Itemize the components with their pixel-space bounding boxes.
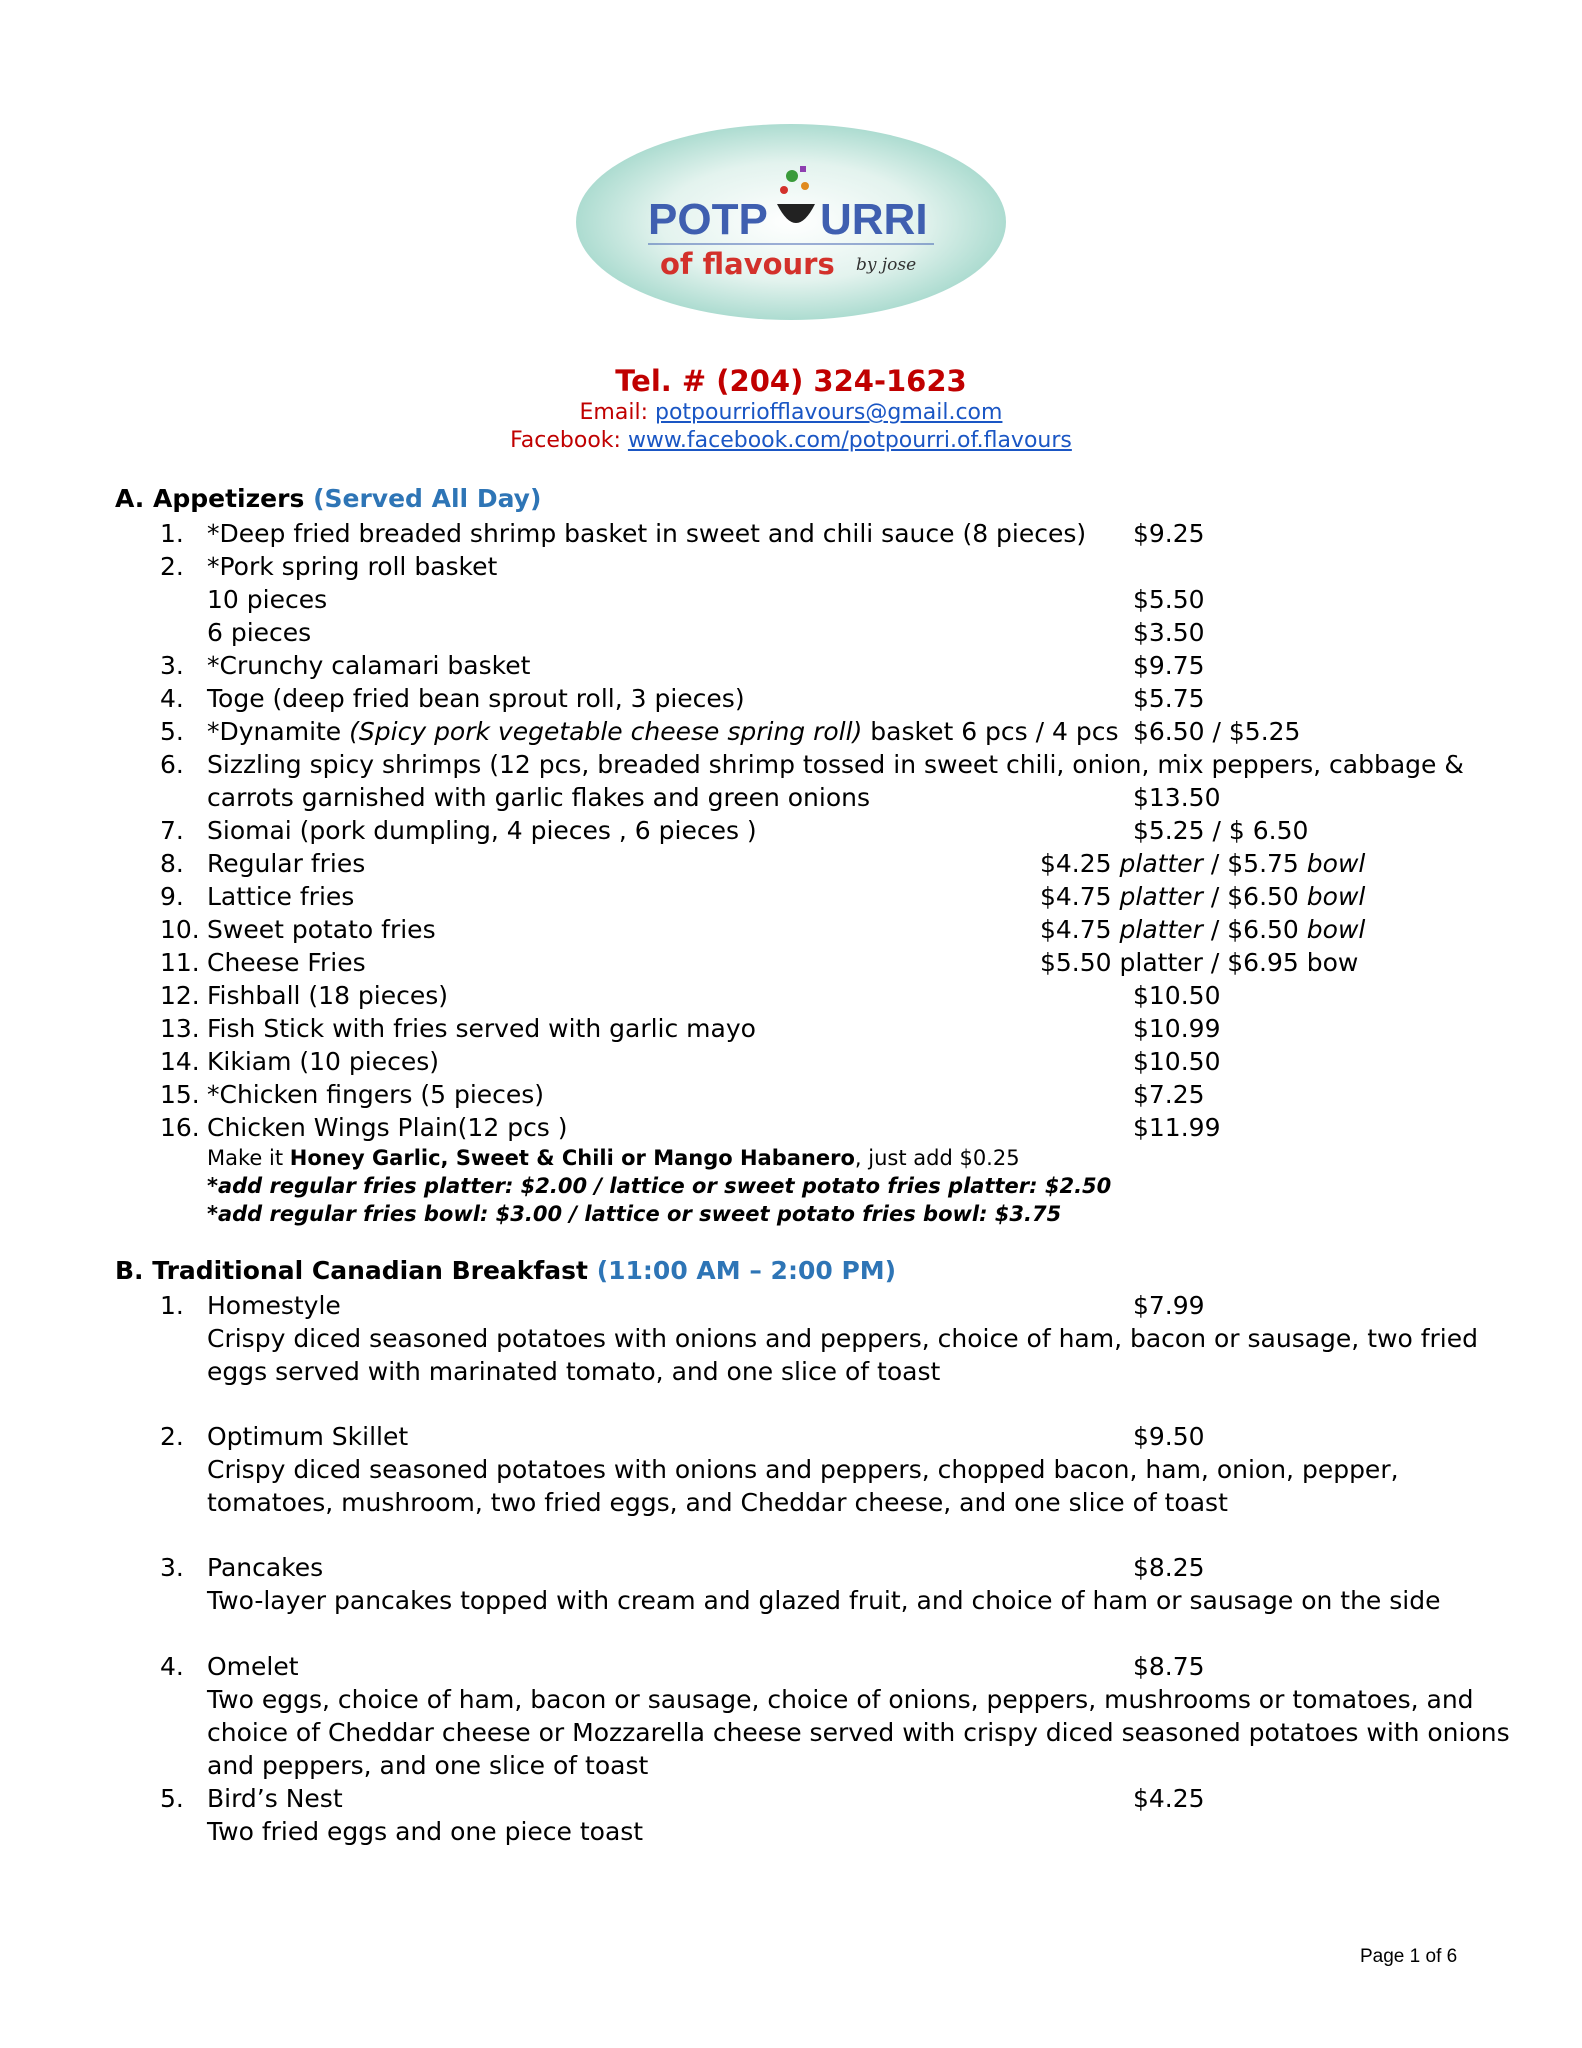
item-number: 15. xyxy=(160,1080,200,1109)
price-part: $4.75 xyxy=(1040,882,1120,911)
price-part: $4.75 xyxy=(1040,915,1120,944)
item-number: 16. xyxy=(160,1113,200,1142)
item-number: 2. xyxy=(160,1422,184,1451)
item-price: $7.99 xyxy=(1133,1291,1205,1320)
menu-item xyxy=(0,1111,1582,1144)
menu-item xyxy=(0,1420,1582,1453)
price-unit: bowl xyxy=(1306,849,1366,878)
item-number: 14. xyxy=(160,1047,200,1076)
menu-item xyxy=(0,847,1582,880)
item-price xyxy=(1040,913,1365,946)
item-desc: *Chicken fingers (5 pieces) xyxy=(207,1080,545,1109)
email-line xyxy=(0,400,1582,425)
wings-flavour-note xyxy=(207,1144,1020,1172)
item-number: 2. xyxy=(160,552,184,581)
menu-item xyxy=(0,946,1582,979)
item-price: $13.50 xyxy=(1133,783,1221,812)
facebook-link[interactable]: www.facebook.com/potpourri.of.flavours xyxy=(627,428,1072,453)
item-number: 11. xyxy=(160,948,200,977)
item-desc: Siomai (pork dumpling, 4 pieces , 6 pieces ) xyxy=(207,816,757,845)
item-price: $10.99 xyxy=(1133,1014,1221,1043)
note-part: Make it xyxy=(207,1146,290,1170)
menu-subitem xyxy=(0,616,1582,649)
fries-bowl-addon: *add regular fries bowl: $3.00 / lattice or sweet potato fries bowl: $3.75 xyxy=(207,1202,1062,1226)
price-part: / $6.50 xyxy=(1202,915,1307,944)
item-price: $4.25 xyxy=(1133,1784,1205,1813)
menu-item xyxy=(0,550,1582,583)
item-desc: *Crunchy calamari basket xyxy=(207,651,531,680)
item-price: $8.75 xyxy=(1133,1652,1205,1681)
item-desc: Chicken Wings Plain(12 pcs ) xyxy=(207,1113,568,1142)
item-number: 6. xyxy=(160,750,184,779)
menu-subitem xyxy=(0,583,1582,616)
logo-signature: by jose xyxy=(856,255,917,275)
item-desc: *Pork spring roll basket xyxy=(207,552,498,581)
item-desc: Fishball (18 pieces) xyxy=(207,981,449,1010)
item-price: $5.50 xyxy=(1133,585,1205,614)
item-description: eggs served with marinated tomato, and one slice of toast xyxy=(207,1357,941,1386)
item-number: 10. xyxy=(160,915,200,944)
menu-item xyxy=(0,649,1582,682)
item-desc: Cheese Fries xyxy=(207,948,366,977)
item-desc: Lattice fries xyxy=(207,882,355,911)
item-desc: Fish Stick with fries served with garlic mayo xyxy=(207,1014,756,1043)
price-part: / $6.50 xyxy=(1202,882,1307,911)
facebook-line xyxy=(0,428,1582,453)
menu-item xyxy=(0,1078,1582,1111)
item-desc: 10 pieces xyxy=(207,585,328,614)
item-price: $9.50 xyxy=(1133,1422,1205,1451)
item-price: $9.75 xyxy=(1133,651,1205,680)
menu-item xyxy=(0,1650,1582,1683)
breakfast-heading xyxy=(115,1256,896,1285)
section-title: A. Appetizers xyxy=(115,484,305,513)
item-number: 5. xyxy=(160,717,184,746)
item-name: Omelet xyxy=(207,1652,299,1681)
item-price: $5.75 xyxy=(1133,684,1205,713)
menu-item xyxy=(0,1782,1582,1815)
item-desc: *Deep fried breaded shrimp basket in sweet and chili sauce (8 pieces) xyxy=(207,519,1087,548)
item-name: Pancakes xyxy=(207,1553,324,1582)
item-price: $5.50 platter / $6.95 bow xyxy=(1040,948,1359,977)
item-desc: Kikiam (10 pieces) xyxy=(207,1047,439,1076)
item-desc-part: *Dynamite xyxy=(207,717,350,746)
item-desc: 6 pieces xyxy=(207,618,312,647)
item-description: Crispy diced seasoned potatoes with onions and peppers, choice of ham, bacon or sausage, two fried xyxy=(207,1324,1478,1353)
item-desc: Regular fries xyxy=(207,849,366,878)
item-number: 1. xyxy=(160,1291,184,1320)
menu-item xyxy=(0,880,1582,913)
item-name: Bird’s Nest xyxy=(207,1784,343,1813)
email-label: Email: xyxy=(579,400,648,425)
item-price: $5.25 / $ 6.50 xyxy=(1133,816,1309,845)
price-unit: platter xyxy=(1119,882,1203,911)
price-unit: bowl xyxy=(1306,882,1366,911)
item-description: Crispy diced seasoned potatoes with onions and peppers, chopped bacon, ham, onion, pepper, xyxy=(207,1455,1399,1484)
price-unit: platter xyxy=(1119,849,1203,878)
logo-name-end: URRI xyxy=(820,195,928,244)
item-price xyxy=(1040,880,1365,913)
item-desc: Sizzling spicy shrimps (12 pcs, breaded shrimp tossed in sweet chili, onion, mix peppers, cabbage & xyxy=(207,750,1464,779)
facebook-label: Facebook: xyxy=(510,428,621,453)
item-number: 3. xyxy=(160,1553,184,1582)
fries-platter-addon: *add regular fries platter: $2.00 / lattice or sweet potato fries platter: $2.50 xyxy=(207,1174,1112,1198)
item-price: $10.50 xyxy=(1133,981,1221,1010)
note-bold: Honey Garlic, Sweet & Chili or Mango Habanero xyxy=(289,1146,855,1170)
item-description: Two fried eggs and one piece toast xyxy=(207,1817,644,1846)
section-title: B. Traditional Canadian Breakfast xyxy=(115,1256,588,1285)
item-price: $8.25 xyxy=(1133,1553,1205,1582)
item-number: 4. xyxy=(160,684,184,713)
item-name: Optimum Skillet xyxy=(207,1422,409,1451)
menu-item-cont xyxy=(0,781,1582,814)
menu-item xyxy=(0,1045,1582,1078)
appetizers-heading xyxy=(115,484,541,513)
item-desc: Toge (deep fried bean sprout roll, 3 pieces) xyxy=(207,684,745,713)
item-number: 13. xyxy=(160,1014,200,1043)
item-number: 8. xyxy=(160,849,184,878)
item-description: and peppers, and one slice of toast xyxy=(207,1751,649,1780)
item-price: $7.25 xyxy=(1133,1080,1205,1109)
item-name: Homestyle xyxy=(207,1291,341,1320)
menu-item xyxy=(0,814,1582,847)
item-number: 9. xyxy=(160,882,184,911)
item-number: 12. xyxy=(160,981,200,1010)
email-link[interactable]: potpourriofflavours@gmail.com xyxy=(654,400,1003,425)
item-description: Two eggs, choice of ham, bacon or sausage, choice of onions, peppers, mushrooms or tomatoes, and xyxy=(207,1685,1474,1714)
menu-item xyxy=(0,1012,1582,1045)
price-unit: platter xyxy=(1119,915,1203,944)
menu-item xyxy=(0,715,1582,748)
item-desc-italic: (Spicy pork vegetable cheese spring roll) xyxy=(349,717,863,746)
item-desc: carrots garnished with garlic flakes and green onions xyxy=(207,783,871,812)
item-price: $10.50 xyxy=(1133,1047,1221,1076)
section-note: (Served All Day) xyxy=(313,484,542,513)
item-number: 5. xyxy=(160,1784,184,1813)
menu-item xyxy=(0,682,1582,715)
item-desc xyxy=(207,715,1119,748)
menu-item xyxy=(0,1289,1582,1322)
item-desc-part: basket 6 pcs / 4 pcs xyxy=(862,717,1119,746)
item-number: 7. xyxy=(160,816,184,845)
price-part: / $5.75 xyxy=(1202,849,1307,878)
item-price: $3.50 xyxy=(1133,618,1205,647)
menu-item xyxy=(0,979,1582,1012)
note-part: , just add $0.25 xyxy=(854,1146,1020,1170)
item-price: $11.99 xyxy=(1133,1113,1221,1142)
item-number: 4. xyxy=(160,1652,184,1681)
item-price xyxy=(1040,847,1365,880)
item-number: 1. xyxy=(160,519,184,548)
item-description: Two-layer pancakes topped with cream and glazed fruit, and choice of ham or sausage on the side xyxy=(207,1586,1441,1615)
item-description: tomatoes, mushroom, two fried eggs, and Cheddar cheese, and one slice of toast xyxy=(207,1488,1228,1517)
item-number: 3. xyxy=(160,651,184,680)
phone-number: Tel. # (204) 324-1623 xyxy=(615,364,967,398)
item-price: $6.50 / $5.25 xyxy=(1133,717,1301,746)
logo-tagline: of flavours xyxy=(660,247,835,281)
menu-item xyxy=(0,748,1582,781)
page-number: Page 1 of 6 xyxy=(1360,1946,1458,1967)
menu-item xyxy=(0,913,1582,946)
restaurant-logo xyxy=(574,122,1008,322)
menu-item xyxy=(0,1551,1582,1584)
section-note: (11:00 AM – 2:00 PM) xyxy=(596,1256,897,1285)
item-desc: Sweet potato fries xyxy=(207,915,436,944)
item-description: choice of Cheddar cheese or Mozzarella cheese served with crispy diced seasoned potatoes with onions xyxy=(207,1718,1510,1747)
item-price: $9.25 xyxy=(1133,519,1205,548)
price-part: $4.25 xyxy=(1040,849,1120,878)
price-unit: bowl xyxy=(1306,915,1366,944)
logo-name-start: POTP xyxy=(648,195,768,244)
menu-item xyxy=(0,517,1582,550)
